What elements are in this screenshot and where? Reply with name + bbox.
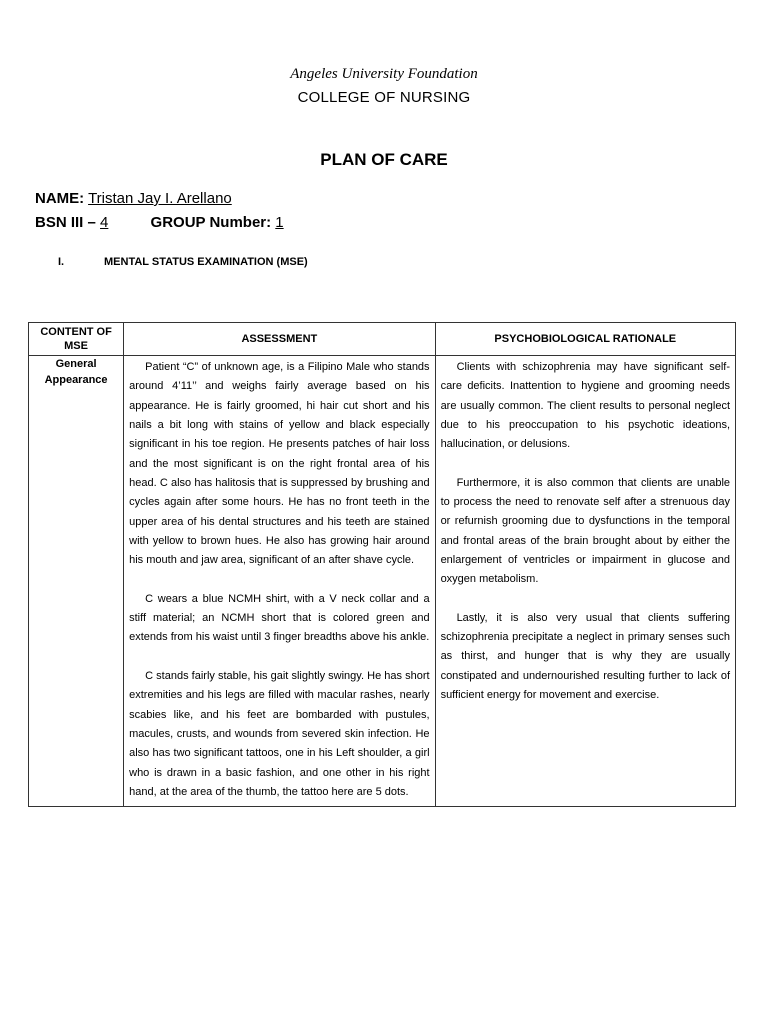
assessment-cell — [124, 356, 435, 807]
assessment-paragraph: C stands fairly stable, his gait slightly swingy. He has short extremities and his legs are filled with macular rashes, nearly scabies like, and his feet are bombarded with pustules, macules, crusts, and wounds from severed skin infection. He also has two significant tattoos, one in his Left shoulder, a girl who is drawn in a basic fashion, and one other in his right hand, at the area of the thumb, the tattoo here are 5 dots. — [129, 669, 430, 798]
assessment-paragraph: C wears a blue NCMH shirt, with a V neck collar and a stiff material; an NCMH short that is colored green and extends from his waist until 3 finger breadths above his ankle. — [129, 592, 430, 644]
rationale-paragraph: Clients with schizophrenia may have significant self-care deficits. Inattention to hygiene and grooming needs are usually common. The client results to personal neglect due to his preoccupation to his psychotic ideations, hallucination, or delusions. — [440, 361, 730, 451]
column-header-assessment: ASSESSMENT — [124, 323, 435, 356]
name-line — [35, 190, 232, 207]
group-label: GROUP Number: — [150, 214, 272, 231]
group-value: 1 — [275, 214, 284, 231]
rationale-paragraph: Furthermore, it is also common that clients are unable to process the need to renovate self after a strenuous day or refurnish grooming due to dysfunctions in the temporal and frontal areas of the brain brought about by either the enlargement of ventricles or impairment in glucose and oxygen metabolism. — [440, 476, 730, 586]
column-header-rationale: PSYCHOBIOLOGICAL RATIONALE — [435, 323, 735, 356]
row-content-label — [29, 356, 124, 807]
bsn-value: 4 — [100, 214, 109, 231]
row-content-text: General Appearance — [44, 358, 108, 386]
column-header-content: CONTENT OF MSE — [29, 323, 124, 356]
bsn-group-line — [35, 214, 284, 231]
mse-table — [28, 322, 736, 807]
college-name: COLLEGE OF NURSING — [297, 89, 471, 106]
rationale-paragraph: Lastly, it is also very usual that clients suffering schizophrenia precipitate a neglect in primary senses such as thirst, and hunger that is why they are usually constipated and undernourished resulting further to lack of sufficient energy for movement and exercise. — [440, 611, 730, 702]
table-row — [29, 356, 736, 807]
rationale-cell — [435, 356, 735, 807]
section-title: MENTAL STATUS EXAMINATION (MSE) — [104, 256, 308, 268]
bsn-label: BSN III – — [35, 214, 96, 231]
section-heading — [58, 256, 308, 268]
name-label: NAME: — [35, 190, 85, 207]
section-number: I. — [58, 256, 65, 268]
assessment-paragraph: Patient “C” of unknown age, is a Filipino Male who stands around 4’11’’ and weighs fairly average based on his appearance. He is fairly groomed, hi hair cut short and his nails a bit long with stains of yellow and black especially significant in his toe region. He presents patches of hair loss and the most significant is on the right frontal area of his head. C also has halitosis that is suppressed by brushing and cycles again after some hours. He has no front teeth in the upper area of his dental structures and his teeth are stained with yellow to brown hues. He also has growing hair around his mouth and jaw area, significant of an after shave cycle. — [129, 361, 430, 567]
document-title: PLAN OF CARE — [320, 150, 448, 169]
organization-name: Angeles University Foundation — [290, 66, 478, 82]
name-value: Tristan Jay I. Arellano — [88, 190, 232, 207]
table-header-row — [29, 323, 736, 356]
